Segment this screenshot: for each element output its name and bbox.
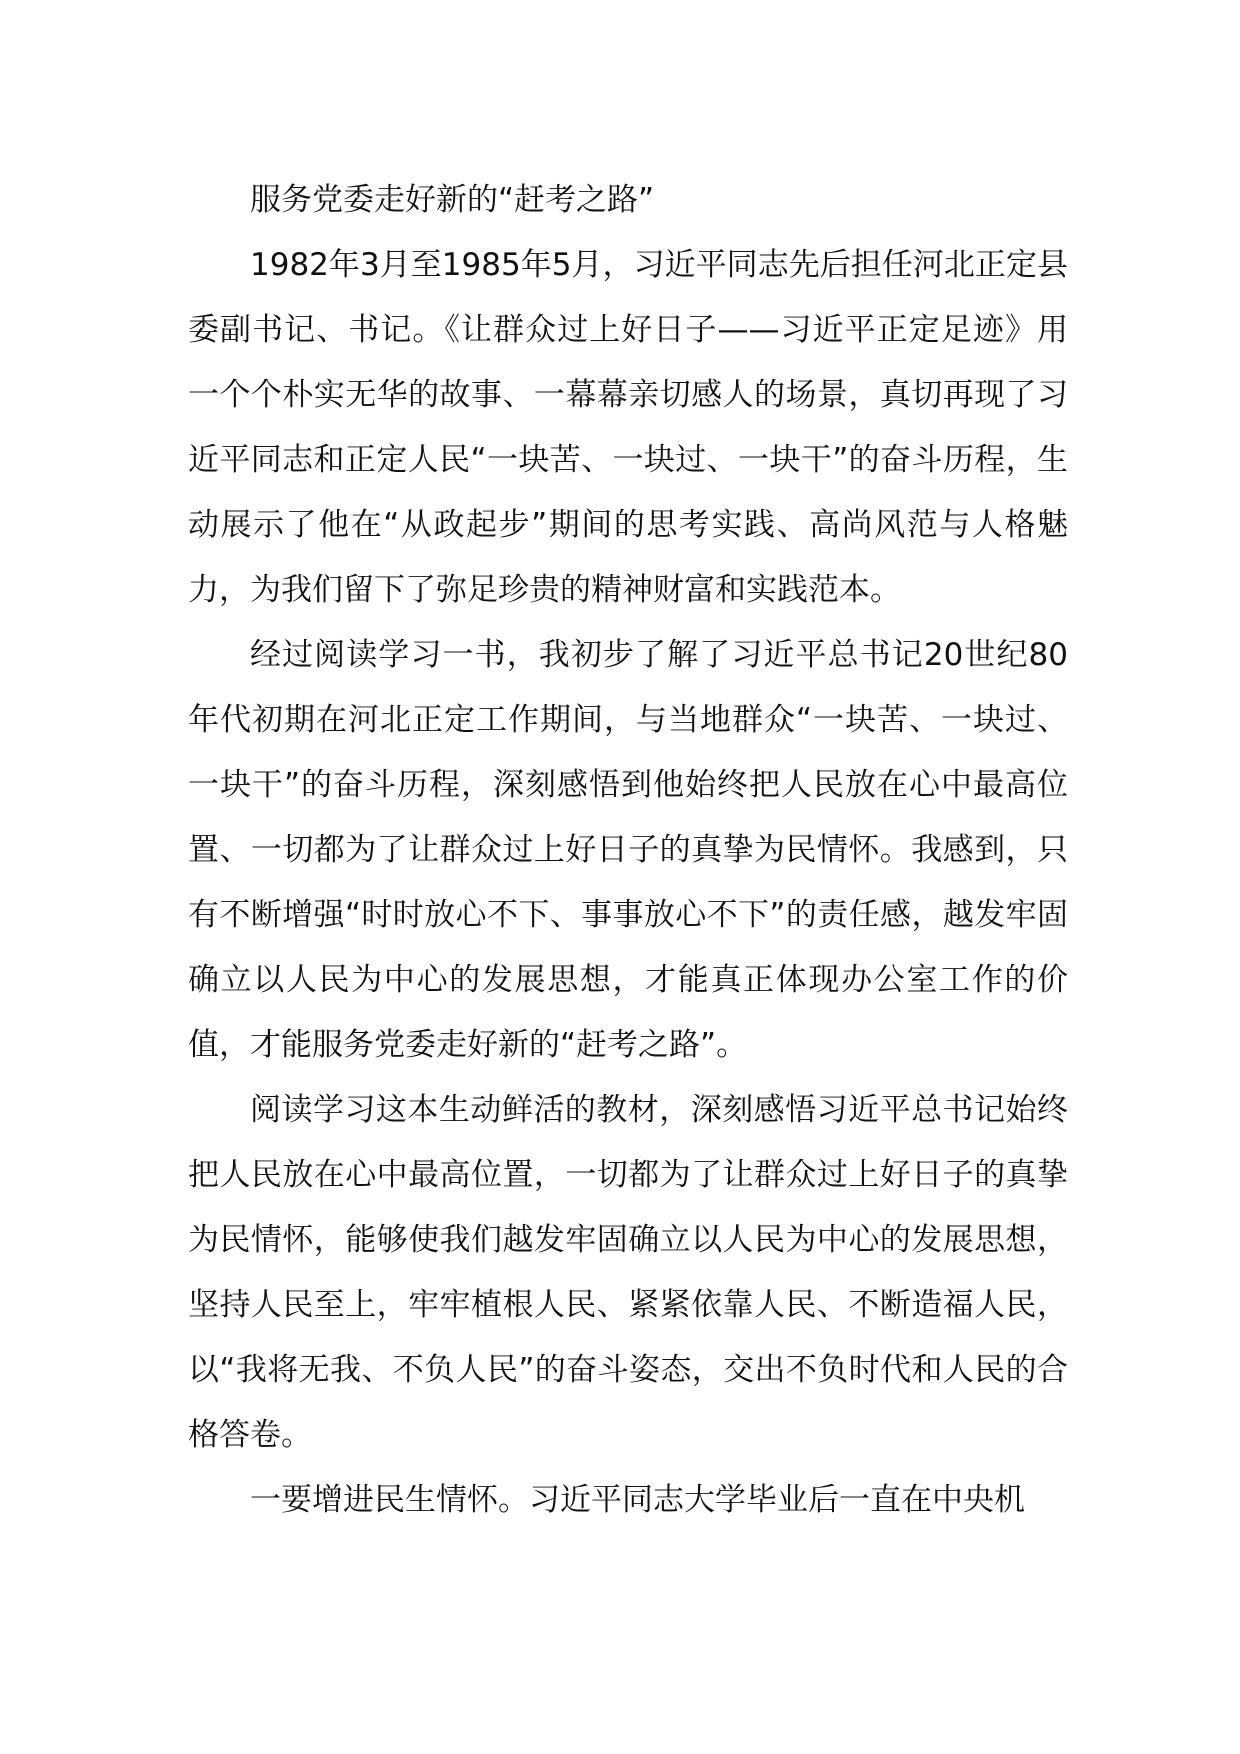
document-body: [188, 168, 1068, 1533]
paragraph-4: 一要增进民生情怀。习近平同志大学毕业后一直在中央机: [250, 1482, 1025, 1518]
paragraph-2: 经过阅读学习一书，我初步了解了习近平总书记20世纪80年代初期在河北正定工作期间，与当地群众“一块苦、一块过、一块干”的奋斗历程，深刻感悟到他始终把人民放在心中最高位置、一切都为了让群众过上好日子的真挚为民情怀。我感到，只有不断增强“时时放心不下、事事放心不下”的责任感，越发牢固确立以人民为中心的发展思想，才能真正体现办公室工作的价值，才能服务党委走好新的“赶考之路”。: [188, 637, 1068, 1063]
paragraph-1: 1982年3月至1985年5月，习近平同志先后担任河北正定县委副书记、书记。《让群众过上好日子——习近平正定足迹》用一个个朴实无华的故事、一幕幕亲切感人的场景，真切再现了习近平同志和正定人民“一块苦、一块过、一块干”的奋斗历程，生动展示了他在“从政起步”期间的思考实践、高尚风范与人格魅力，为我们留下了弥足珍贵的精神财富和实践范本。: [188, 247, 1068, 608]
section-heading: 服务党委走好新的“赶考之路”: [250, 182, 655, 218]
paragraph-3: 阅读学习这本生动鲜活的教材，深刻感悟习近平总书记始终把人民放在心中最高位置，一切都为了让群众过上好日子的真挚为民情怀，能够使我们越发牢固确立以人民为中心的发展思想，坚持人民至上，牢牢植根人民、紧紧依靠人民、不断造福人民，以“我将无我、不负人民”的奋斗姿态，交出不负时代和人民的合格答卷。: [188, 1092, 1068, 1453]
